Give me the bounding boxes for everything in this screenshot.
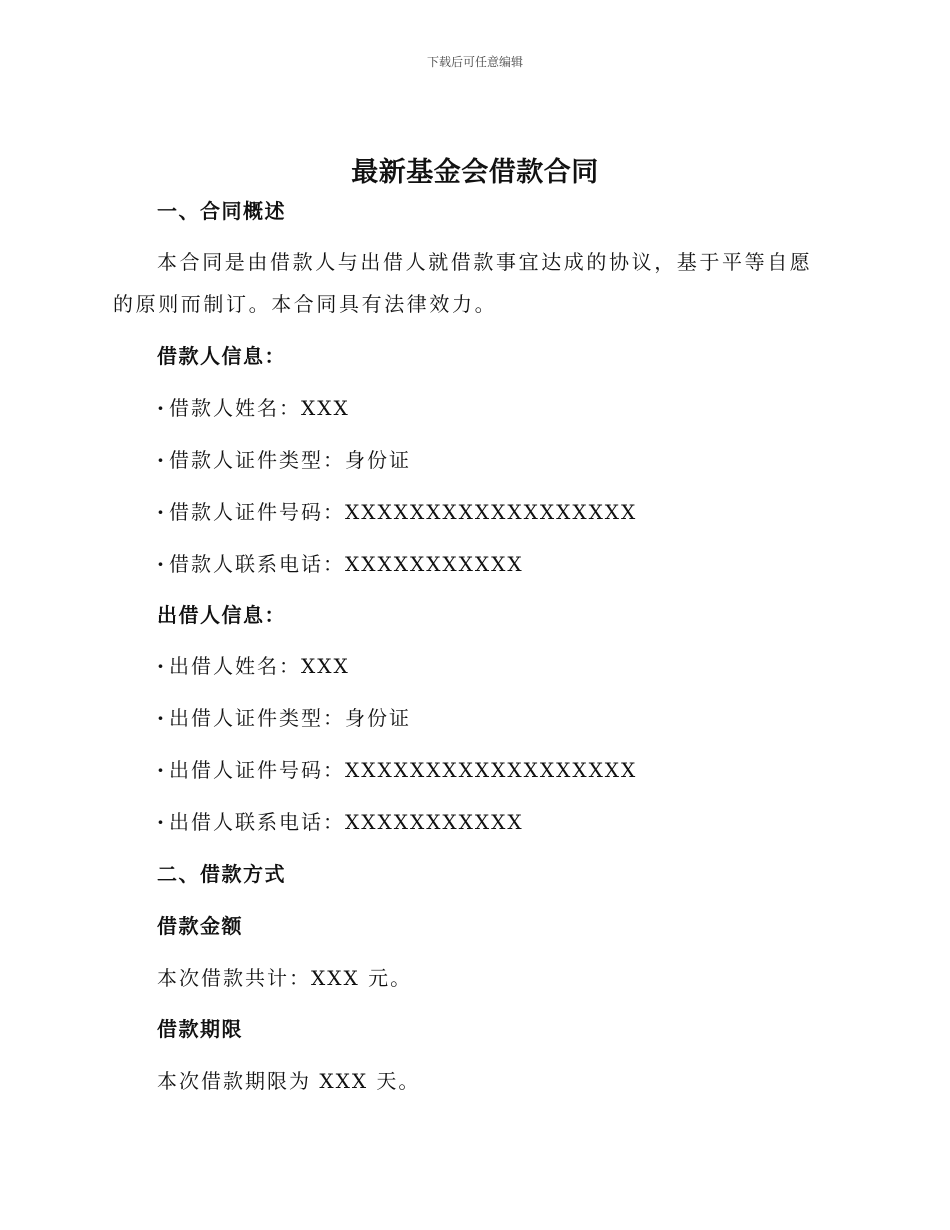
section-heading-loan-method: 二、借款方式 [157,862,286,886]
lender-id-type-text: 出借人证件类型：身份证 [169,706,411,730]
lender-name-text: 出借人姓名：XXX [169,654,350,678]
document-title: 最新基金会借款合同 [351,157,599,188]
lender-info-heading: 出借人信息： [157,603,286,627]
bullet-icon: · [157,396,166,420]
lender-phone-item [157,808,524,836]
borrower-info-heading: 借款人信息： [157,344,286,368]
bullet-icon: · [157,500,166,524]
overview-paragraph: 本合同是由借款人与出借人就借款事宜达成的协议，基于平等自愿的原则而制订。本合同具有法律效力。 [113,250,813,316]
lender-name-item [157,652,350,680]
borrower-id-number-text: 借款人证件号码：XXXXXXXXXXXXXXXXXX [169,500,638,524]
borrower-name-item [157,394,350,422]
lender-id-number-text: 出借人证件号码：XXXXXXXXXXXXXXXXXX [169,758,638,782]
loan-term-heading: 借款期限 [157,1017,243,1041]
bullet-icon: · [157,654,166,678]
bullet-icon: · [157,758,166,782]
loan-amount-heading: 借款金额 [157,914,243,938]
page-header-note: 下载后可任意编辑 [426,55,523,69]
section-heading-overview: 一、合同概述 [157,199,286,223]
borrower-name-text: 借款人姓名：XXX [169,396,350,420]
lender-phone-text: 出借人联系电话：XXXXXXXXXXX [169,810,524,834]
loan-amount-text: 本次借款共计：XXX 元。 [157,966,413,990]
borrower-id-number-item [157,498,637,526]
lender-id-type-item [157,704,411,732]
bullet-icon: · [157,810,166,834]
borrower-id-type-item [157,446,411,474]
lender-id-number-item [157,756,637,784]
bullet-icon: · [157,706,166,730]
bullet-icon: · [157,448,166,472]
loan-term-text: 本次借款期限为 XXX 天。 [157,1069,421,1093]
borrower-id-type-text: 借款人证件类型：身份证 [169,448,411,472]
bullet-icon: · [157,552,166,576]
borrower-phone-item [157,550,524,578]
borrower-phone-text: 借款人联系电话：XXXXXXXXXXX [169,552,524,576]
